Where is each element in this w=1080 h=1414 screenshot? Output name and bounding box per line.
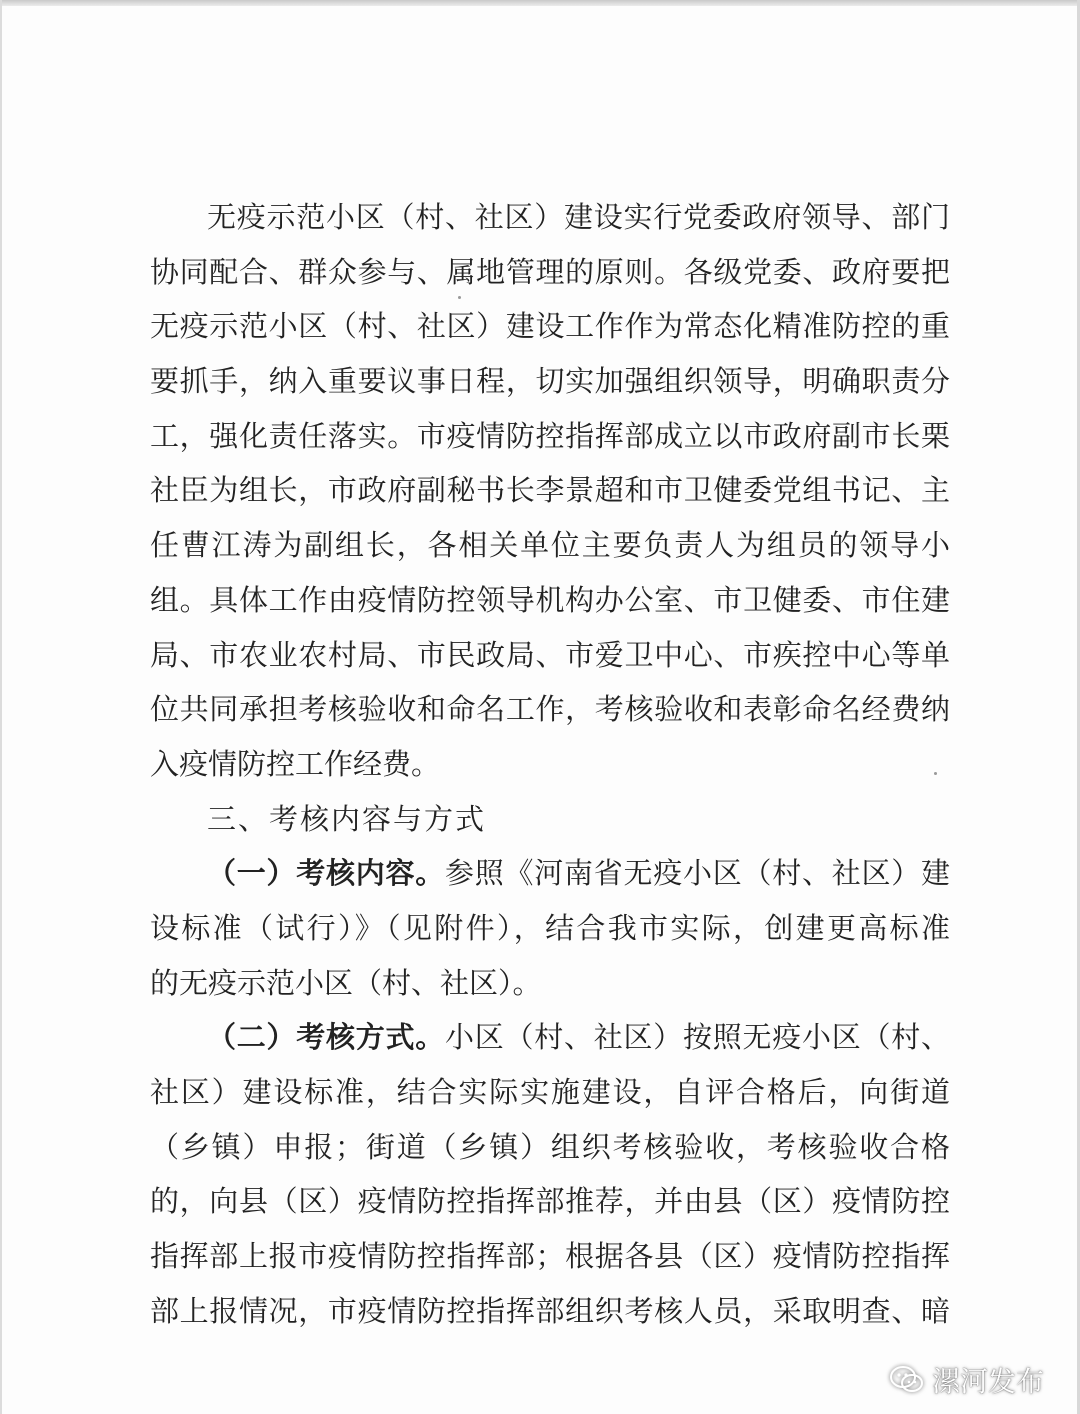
watermark-text: 漯河发布	[931, 1365, 1044, 1398]
page-left-edge	[0, 0, 2, 1414]
wechat-icon	[890, 1365, 924, 1395]
paragraph-line: 协同配合、群众参与、属地管理的原则。各级党委、政府要把	[150, 254, 950, 289]
item-text: 小区（村、社区）按照无疫小区（村、	[445, 1020, 950, 1055]
item-line	[150, 846, 950, 901]
section-heading: 三、考核内容与方式	[207, 801, 487, 836]
item-line: 的无疫示范小区（村、社区）。	[150, 965, 542, 1000]
item-line: 指挥部上报市疫情防控指挥部；根据各县（区）疫情防控指挥	[150, 1239, 950, 1274]
item-line	[150, 1010, 950, 1065]
item-text: 参照《河南省无疫小区（村、社区）建	[445, 856, 950, 891]
page-top-edge	[0, 0, 1080, 6]
paragraph-line: 组。具体工作由疫情防控领导机构办公室、市卫健委、市住建	[150, 582, 950, 617]
source-watermark	[890, 1360, 1044, 1400]
paragraph-line: 社臣为组长，市政府副秘书长李景超和市卫健委党组书记、主	[150, 473, 950, 508]
item-line: 部上报情况，市疫情防控指挥部组织考核人员，采取明查、暗	[150, 1293, 950, 1328]
item-line: 设标准（试行）》（见附件），结合我市实际，创建更高标准	[150, 910, 950, 945]
item-line: （乡镇）申报；街道（乡镇）组织考核验收，考核验收合格	[150, 1129, 950, 1164]
paragraph-line: 任曹江涛为副组长，各相关单位主要负责人为组员的领导小	[150, 528, 950, 563]
paragraph-line: 要抓手，纳入重要议事日程，切实加强组织领导，明确职责分	[150, 364, 950, 399]
item-line: 的，向县（区）疫情防控指挥部推荐，并由县（区）疫情防控	[150, 1184, 950, 1219]
item-line: 社区）建设标准，结合实际实施建设，自评合格后，向街道	[150, 1075, 950, 1109]
paragraph-line: 位共同承担考核验收和命名工作，考核验收和表彰命名经费纳	[150, 692, 950, 727]
document-body	[150, 190, 950, 1338]
paragraph-line: 无疫示范小区（村、社区）建设实行党委政府领导、部门	[207, 200, 950, 234]
item-lead: （一）考核内容。	[207, 856, 445, 891]
paragraph-line: 无疫示范小区（村、社区）建设工作作为常态化精准防控的重	[150, 309, 950, 344]
paragraph-line: 局、市农业农村局、市民政局、市爱卫中心、市疾控中心等单	[150, 637, 950, 672]
paragraph-line: 入疫情防控工作经费。	[150, 746, 441, 781]
item-lead: （二）考核方式。	[207, 1020, 445, 1055]
paragraph-line: 工，强化责任落实。市疫情防控指挥部成立以市政府副市长栗	[150, 418, 950, 453]
